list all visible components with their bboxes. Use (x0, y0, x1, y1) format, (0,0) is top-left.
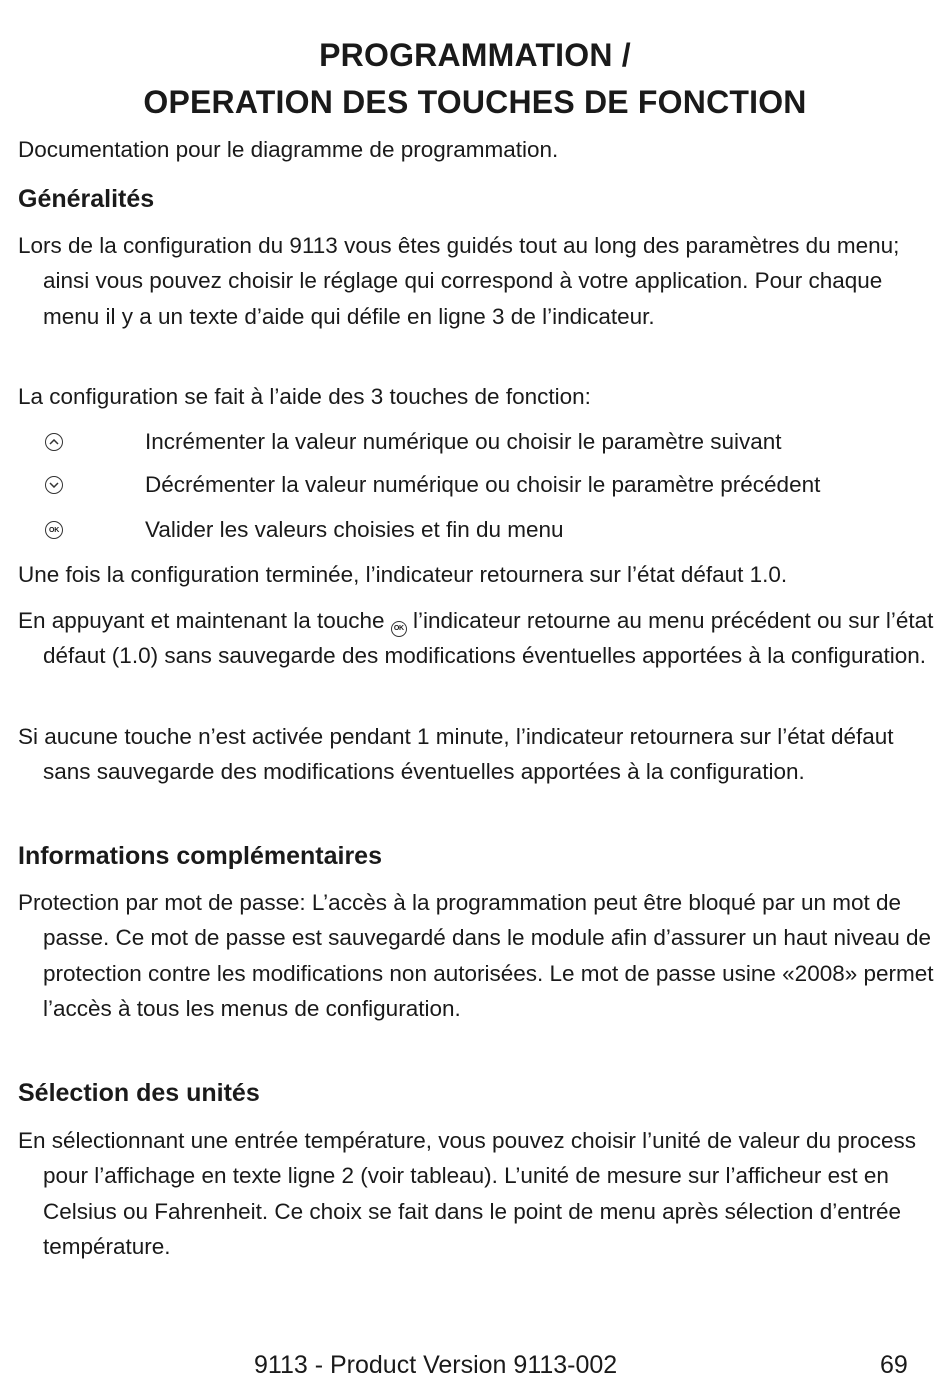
generalites-paragraph-4 (18, 603, 943, 674)
generalites-paragraph-5: Si aucune touche n’est activée pendant 1 minute, l’indicateur retournera sur l’état défaut sans sauvegarde des modifications éventuelles apportées à la configuration. (18, 724, 894, 785)
ok-key-inline-icon: OK (391, 621, 407, 637)
p4-text-before: En appuyant et maintenant la touche (18, 608, 391, 633)
informations-paragraph-1: Protection par mot de passe: L’accès à la programmation peut être bloqué par un mot de passe. Ce mot de passe est sauvegardé dans le module afin d’assurer un haut niveau de protection contre les modifications non autorisées. Le mot de passe usine «2008» permet l’accès à tous les menus de configuration. (18, 890, 934, 1021)
down-arrow-key-icon (45, 476, 63, 494)
footer-product-version: 9113 - Product Version 9113-002 (254, 1351, 618, 1379)
key-down-description: Décrémenter la valeur numérique ou choisir le paramètre précédent (145, 472, 821, 497)
page-title (0, 32, 950, 126)
key-row-up (18, 427, 918, 457)
up-arrow-key-icon (45, 433, 63, 451)
heading-informations: Informations complémentaires (18, 842, 382, 870)
key-row-ok (18, 515, 918, 545)
key-up-description: Incrémenter la valeur numérique ou choisir le paramètre suivant (145, 429, 782, 454)
generalites-paragraph-1: Lors de la configuration du 9113 vous êtes guidés tout au long des paramètres du menu; ainsi vous pouvez choisir le réglage qui correspond à votre application. Pour chaque menu il y a un texte d’aide qui défile en ligne 3 de l’indicateur. (18, 233, 900, 329)
key-row-down (18, 470, 918, 500)
page-title-line-1: PROGRAMMATION / (319, 37, 631, 73)
intro-text: Documentation pour le diagramme de programmation. (18, 137, 559, 162)
heading-selection-unites: Sélection des unités (18, 1079, 260, 1107)
generalites-paragraph-3: Une fois la configuration terminée, l’indicateur retournera sur l’état défaut 1.0. (18, 562, 788, 587)
generalites-paragraph-2: La configuration se fait à l’aide des 3 touches de fonction: (18, 384, 591, 409)
heading-generalites: Généralités (18, 185, 155, 213)
ok-key-label: OK (49, 526, 59, 534)
p4-text-after: l’indicateur retourne au menu précédent ou sur l’état défaut (1.0) sans sauvegarde des modifications éventuelles apportées à la configuration. (43, 608, 934, 669)
key-ok-description: Valider les valeurs choisies et fin du menu (145, 517, 564, 542)
footer-page-number: 69 (880, 1351, 908, 1379)
unites-paragraph-1: En sélectionnant une entrée température, vous pouvez choisir l’unité de valeur du process pour l’affichage en texte ligne 2 (voir tableau). L’unité de mesure sur l’afficheur est en Celsius ou Fahrenheit. Ce choix se fait dans le point de menu après sélection d’entrée température. (18, 1128, 917, 1259)
ok-key-icon (45, 521, 63, 539)
page-title-line-2: OPERATION DES TOUCHES DE FONCTION (143, 84, 807, 120)
